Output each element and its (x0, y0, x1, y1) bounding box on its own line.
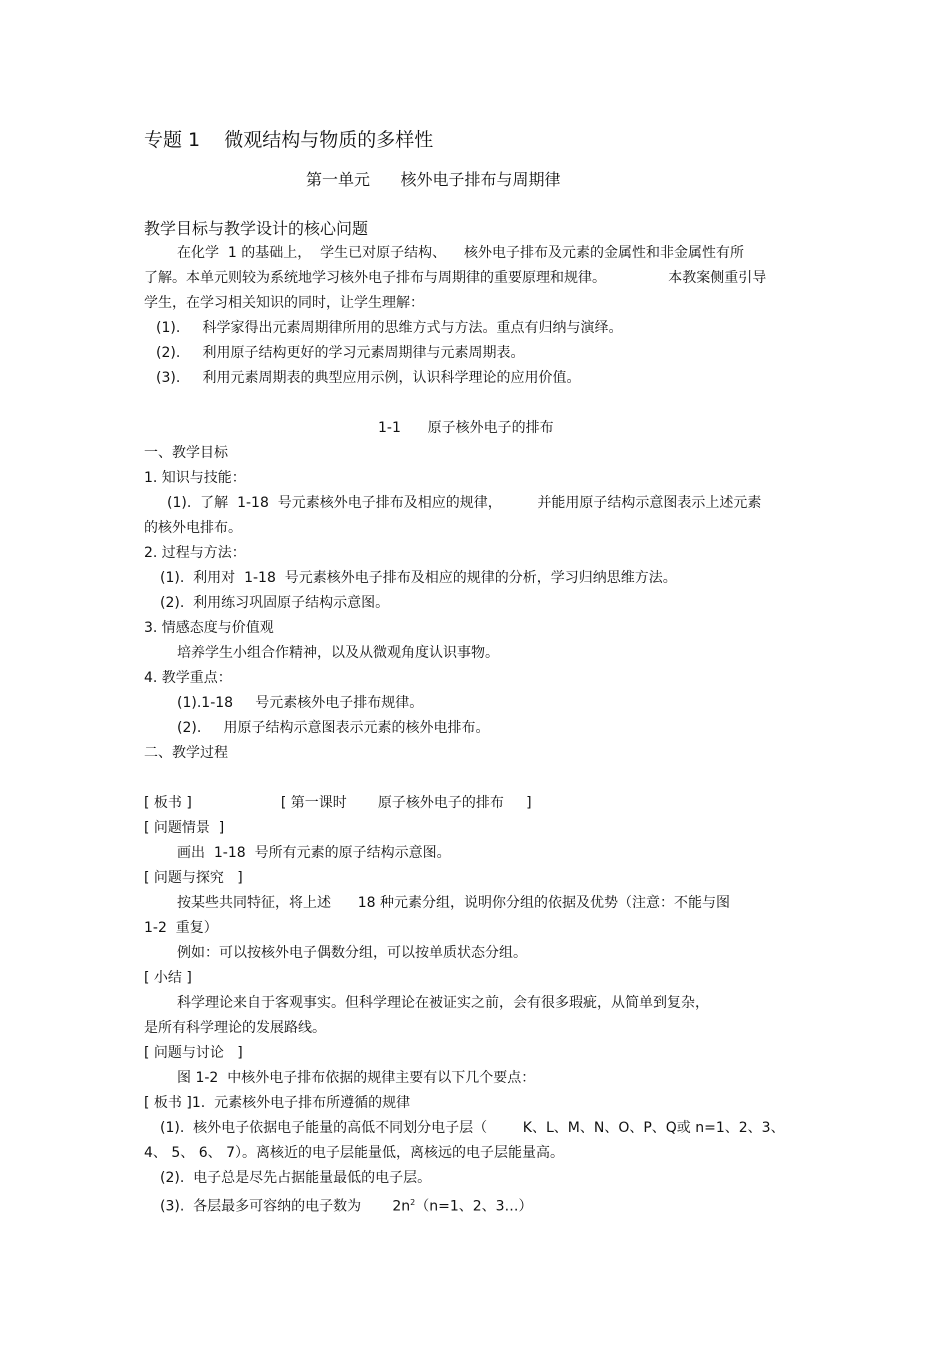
lesson-title: 1-1 原子核外电子的排布 (378, 420, 554, 436)
subsection-heading: 2. 过程与方法： (144, 545, 246, 561)
board-note: [ 板书 ]1. 元素核外电子排布所遵循的规律 (144, 1095, 411, 1111)
rule-line: (1). 核外电子依据电子能量的高低不同划分电子层（ K、L、M、N、O、P、Q或 n=1、2、3、 (160, 1120, 785, 1136)
subsection-heading: 1. 知识与技能： (144, 470, 246, 486)
goal-line: 的核外电排布。 (144, 520, 242, 536)
bracket-label: [ 问题与探究 ] (144, 870, 243, 886)
bracket-label: [ 小结 ] (144, 970, 192, 986)
goal-line: (2). 利用练习巩固原子结构示意图。 (160, 595, 390, 611)
bracket-label: [ 问题与讨论 ] (144, 1045, 243, 1061)
intro-item: (2). 利用原子结构更好的学习元素周期律与元素周期表。 (156, 345, 525, 361)
rule-text: （n=1、2、3…） (415, 1198, 533, 1215)
paragraph-line: 图 1-2 中核外电子排布依据的规律主要有以下几个要点： (177, 1070, 536, 1086)
paragraph-line: 是所有科学理论的发展路线。 (144, 1020, 326, 1036)
intro-item: (3). 利用元素周期表的典型应用示例，认识科学理论的应用价值。 (156, 370, 581, 386)
bracket-label: [ 问题情景 ] (144, 820, 225, 836)
rule-line: (2). 电子总是尽先占据能量最低的电子层。 (160, 1170, 432, 1186)
superscript: 2 (410, 1198, 416, 1207)
intro-line-1: 在化学 1 的基础上， 学生已对原子结构、 核外电子排布及元素的金属性和非金属性有所 (177, 245, 744, 261)
section-heading: 二、教学过程 (144, 745, 228, 761)
paragraph-line: 按某些共同特征，将上述 18 种元素分组，说明你分组的依据及优势（注意：不能与图 (177, 895, 730, 911)
goal-line: (1).1-18 号元素核外电子排布规律。 (177, 695, 424, 711)
unit-title: 第一单元 核外电子排布与周期律 (306, 170, 561, 189)
board-note: [ 板书 ] [ 第一课时 原子核外电子的排布 ] (144, 795, 532, 811)
topic-title: 专题 1 微观结构与物质的多样性 (144, 129, 434, 151)
goal-line: (2). 用原子结构示意图表示元素的核外电排布。 (177, 720, 490, 736)
paragraph-line: 画出 1-18 号所有元素的原子结构示意图。 (177, 845, 451, 861)
goal-line: 培养学生小组合作精神，以及从微观角度认识事物。 (177, 645, 499, 661)
paragraph-line: 科学理论来自于客观事实。但科学理论在被证实之前，会有很多瑕疵，从简单到复杂， (177, 995, 709, 1011)
rule-line: 4、 5、 6、 7）。离核近的电子层能量低，离核远的电子层能量高。 (144, 1145, 564, 1161)
goal-line: (1). 利用对 1-18 号元素核外电子排布及相应的规律的分析，学习归纳思维方法。 (160, 570, 677, 586)
subsection-heading: 3. 情感态度与价值观 (144, 620, 274, 636)
intro-line-2: 了解。本单元则较为系统地学习核外电子排布与周期律的重要原理和规律。 本教案侧重引导 (144, 270, 767, 286)
intro-heading: 教学目标与教学设计的核心问题 (144, 219, 369, 238)
section-heading: 一、教学目标 (144, 445, 228, 461)
rule-line (160, 1194, 533, 1216)
intro-line-3: 学生，在学习相关知识的同时，让学生理解： (144, 295, 424, 311)
rule-text: (3). 各层最多可容纳的电子数为 2n (160, 1198, 411, 1215)
paragraph-line: 例如：可以按核外电子偶数分组，可以按单质状态分组。 (177, 945, 527, 961)
goal-line: (1). 了解 1-18 号元素核外电子排布及相应的规律， 并能用原子结构示意图表示上述元素 (167, 495, 762, 511)
subsection-heading: 4. 教学重点： (144, 670, 232, 686)
intro-item: (1). 科学家得出元素周期律所用的思维方式与方法。重点有归纳与演绎。 (156, 320, 623, 336)
paragraph-line: 1-2 重复） (144, 920, 218, 936)
